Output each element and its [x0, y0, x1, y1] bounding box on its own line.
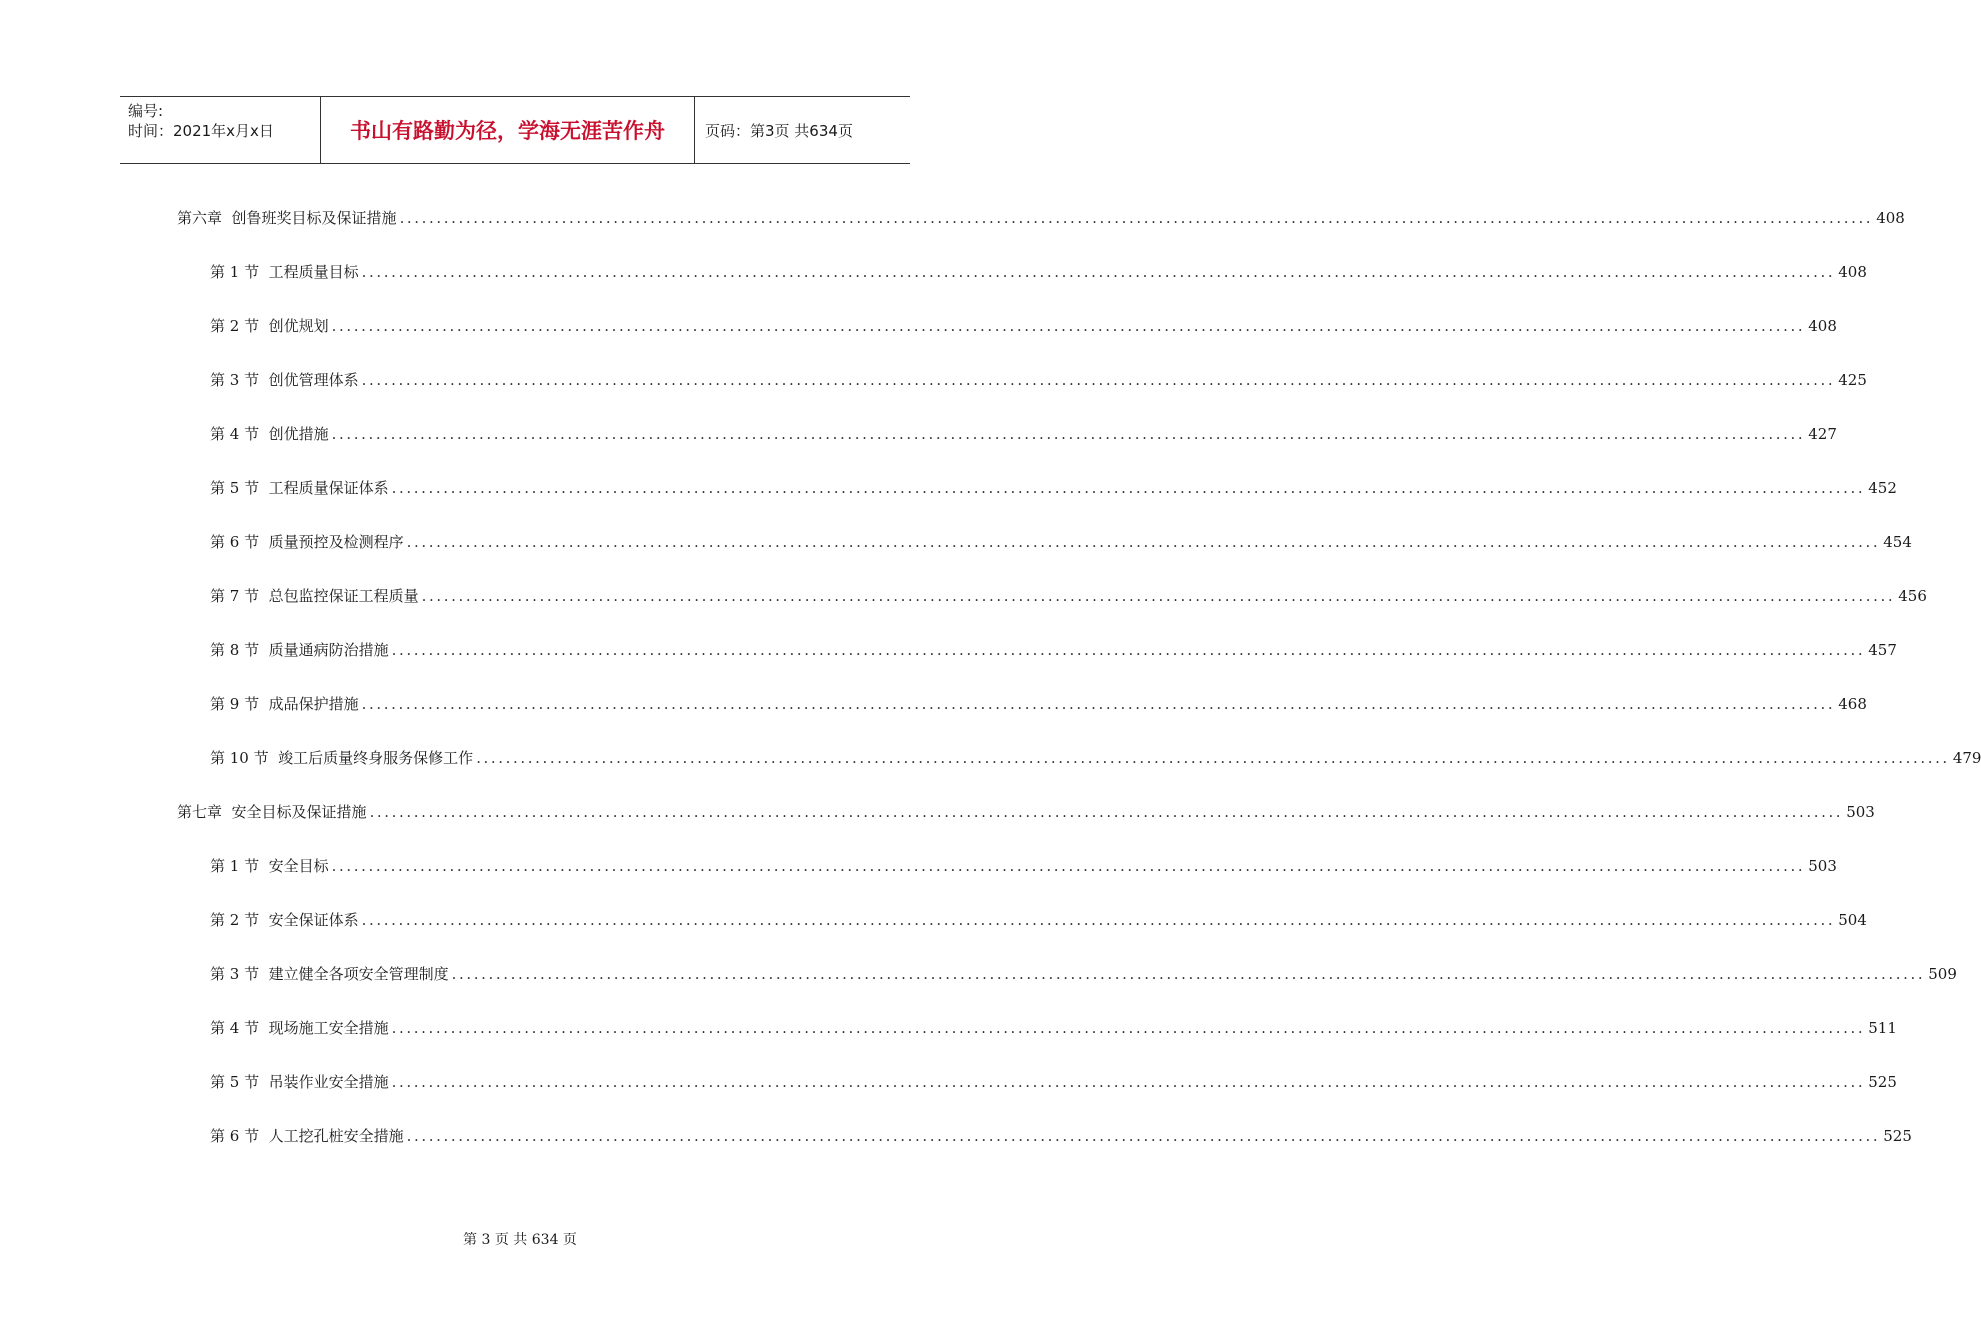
toc-entry-number: 第七章: [177, 803, 232, 821]
document-number-label: 编号:: [128, 102, 164, 120]
toc-entry-number: 第 2 节: [210, 317, 269, 335]
toc-dot-leader: ........................................................................................................................................................................................................: [331, 857, 1806, 875]
toc-section-entry[interactable]: [210, 963, 1957, 985]
toc-entry-number: 第 3 节: [210, 371, 269, 389]
toc-dot-leader: ........................................................................................................................................................................................................: [361, 911, 1836, 929]
toc-chapter-entry[interactable]: [177, 801, 1875, 823]
toc-entry-number: 第 3 节: [210, 965, 269, 983]
toc-entry-title: 工程质量目标: [268, 263, 359, 281]
toc-section-entry[interactable]: [210, 531, 1912, 553]
toc-entry-page: 509: [1928, 965, 1957, 983]
toc-entry-title: 质量通病防治措施: [268, 641, 389, 659]
toc-section-entry[interactable]: [210, 585, 1927, 607]
toc-entry-title: 吊装作业安全措施: [268, 1073, 389, 1091]
toc-entry-title: 总包监控保证工程质量: [268, 587, 419, 605]
toc-dot-leader: ........................................................................................................................................................................................................: [421, 587, 1896, 605]
toc-section-entry[interactable]: [210, 315, 1837, 337]
toc-entry-page: 511: [1868, 1019, 1897, 1037]
toc-entry-page: 457: [1868, 641, 1897, 659]
toc-entry-title: 人工挖孔桩安全措施: [268, 1127, 404, 1145]
toc-section-entry[interactable]: [210, 747, 1981, 769]
toc-entry-page: 468: [1838, 695, 1867, 713]
toc-entry-page: 454: [1883, 533, 1912, 551]
toc-entry-number: 第 6 节: [210, 1127, 269, 1145]
toc-dot-leader: ........................................................................................................................................................................................................: [476, 749, 1950, 767]
toc-section-entry[interactable]: [210, 855, 1837, 877]
header-page-info: 页码：第3页 共634页: [705, 121, 853, 140]
toc-entry-number: 第 5 节: [210, 1073, 269, 1091]
toc-entry-page: 425: [1838, 371, 1867, 389]
toc-section-entry[interactable]: [210, 1125, 1912, 1147]
page-footer: 第 3 页 共 634 页: [463, 1232, 577, 1248]
toc-entry-page: 456: [1898, 587, 1927, 605]
toc-entry-title: 成品保护措施: [268, 695, 359, 713]
header-meta: [120, 97, 321, 163]
toc-entry-number: 第 10 节: [210, 749, 279, 767]
toc-entry-title: 创鲁班奖目标及保证措施: [231, 209, 397, 227]
toc-dot-leader: ........................................................................................................................................................................................................: [451, 965, 1926, 983]
toc-entry-number: 第 5 节: [210, 479, 269, 497]
toc-dot-leader: ........................................................................................................................................................................................................: [361, 371, 1836, 389]
toc-dot-leader: ........................................................................................................................................................................................................: [361, 263, 1836, 281]
toc-entry-title: 安全保证体系: [268, 911, 359, 929]
toc-entry-number: 第 9 节: [210, 695, 269, 713]
toc-dot-leader: ........................................................................................................................................................................................................: [406, 533, 1881, 551]
toc-dot-leader: ........................................................................................................................................................................................................: [391, 1073, 1866, 1091]
toc-entry-title: 创优管理体系: [268, 371, 359, 389]
toc-section-entry[interactable]: [210, 369, 1867, 391]
toc-entry-page: 503: [1808, 857, 1837, 875]
toc-dot-leader: ........................................................................................................................................................................................................: [331, 317, 1806, 335]
toc-section-entry[interactable]: [210, 477, 1897, 499]
toc-entry-title: 安全目标: [268, 857, 329, 875]
document-date: 时间：2021年x月x日: [128, 122, 274, 140]
toc-section-entry[interactable]: [210, 693, 1867, 715]
toc-entry-title: 创优措施: [268, 425, 329, 443]
toc-dot-leader: ........................................................................................................................................................................................................: [391, 479, 1866, 497]
toc-entry-number: 第 8 节: [210, 641, 269, 659]
toc-entry-number: 第 4 节: [210, 1019, 269, 1037]
toc-entry-title: 创优规划: [268, 317, 329, 335]
toc-entry-page: 525: [1883, 1127, 1912, 1145]
toc-dot-leader: ........................................................................................................................................................................................................: [361, 695, 1836, 713]
toc-section-entry[interactable]: [210, 909, 1867, 931]
toc-section-entry[interactable]: [210, 261, 1867, 283]
toc-entry-page: 479: [1952, 749, 1981, 767]
toc-section-entry[interactable]: [210, 1017, 1897, 1039]
toc-entry-title: 工程质量保证体系: [268, 479, 389, 497]
toc-entry-title: 竣工后质量终身服务保修工作: [278, 749, 474, 767]
toc-entry-title: 现场施工安全措施: [268, 1019, 389, 1037]
toc-dot-leader: ........................................................................................................................................................................................................: [391, 641, 1866, 659]
toc-section-entry[interactable]: [210, 1071, 1897, 1093]
document-header: [120, 96, 910, 164]
toc-entry-number: 第六章: [177, 209, 232, 227]
header-motto: 书山有路勤为径，学海无涯苦作舟: [321, 97, 695, 163]
toc-entry-page: 427: [1808, 425, 1837, 443]
toc-dot-leader: ........................................................................................................................................................................................................: [406, 1127, 1881, 1145]
toc-entry-page: 408: [1808, 317, 1837, 335]
toc-dot-leader: ........................................................................................................................................................................................................: [369, 803, 1844, 821]
toc-entry-number: 第 6 节: [210, 533, 269, 551]
toc-entry-page: 408: [1838, 263, 1867, 281]
toc-entry-page: 503: [1846, 803, 1875, 821]
toc-chapter-entry[interactable]: [177, 207, 1905, 229]
toc-dot-leader: ........................................................................................................................................................................................................: [399, 209, 1874, 227]
toc-entry-number: 第 1 节: [210, 857, 269, 875]
toc-entry-title: 建立健全各项安全管理制度: [268, 965, 449, 983]
toc-entry-number: 第 2 节: [210, 911, 269, 929]
toc-dot-leader: ........................................................................................................................................................................................................: [391, 1019, 1866, 1037]
toc-entry-page: 525: [1868, 1073, 1897, 1091]
toc-section-entry[interactable]: [210, 423, 1837, 445]
toc-entry-number: 第 1 节: [210, 263, 269, 281]
toc-entry-page: 504: [1838, 911, 1867, 929]
toc-entry-title: 安全目标及保证措施: [231, 803, 367, 821]
toc-entry-page: 452: [1868, 479, 1897, 497]
toc-entry-number: 第 7 节: [210, 587, 269, 605]
toc-section-entry[interactable]: [210, 639, 1897, 661]
toc-dot-leader: ........................................................................................................................................................................................................: [331, 425, 1806, 443]
toc-entry-title: 质量预控及检测程序: [268, 533, 404, 551]
toc-entry-page: 408: [1876, 209, 1905, 227]
toc-entry-number: 第 4 节: [210, 425, 269, 443]
